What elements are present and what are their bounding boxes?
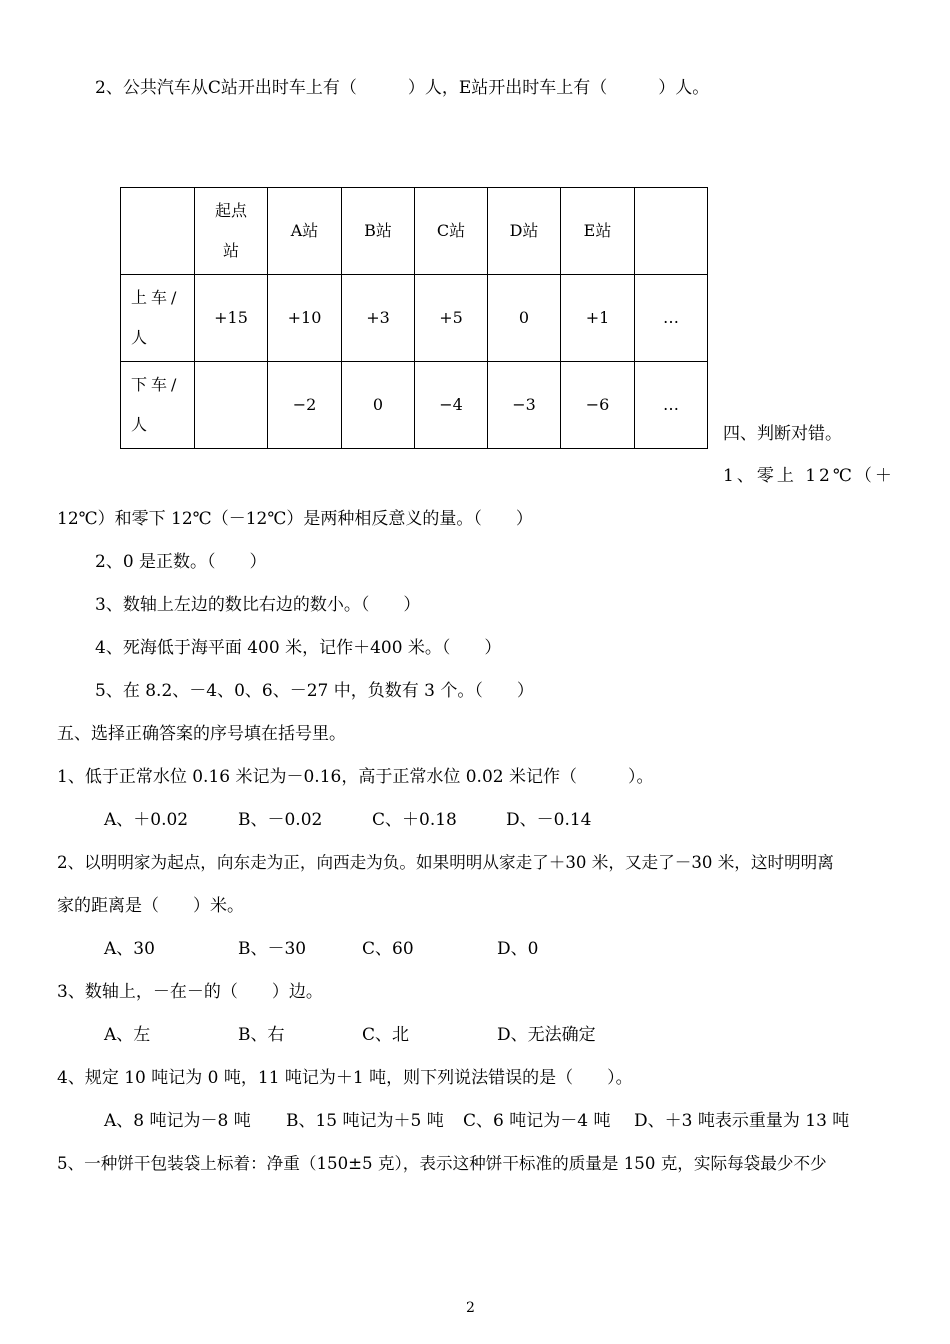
choice-4-option-a: A、8 吨记为－8 吨 [104,1111,251,1131]
table-cell: +10 [268,275,342,362]
choice-1-option-c: C、＋0.18 [372,810,457,830]
table-row [121,362,708,449]
choice-question-5: 5、一种饼干包装袋上标着：净重（150±5 克），表示这种饼干标准的质量是 150 克，实际每袋最少不少 [57,1154,827,1173]
table-header-cell: 起点站 [195,188,268,275]
choice-4-option-d: D、＋3 吨表示重量为 13 吨 [634,1111,850,1131]
choice-question-3: 3、数轴上，－在－的（ ）边。 [57,982,323,1002]
choice-question-4: 4、规定 10 吨记为 0 吨，11 吨记为＋1 吨，则下列说法错误的是（ ）。 [57,1068,633,1088]
choice-2-option-d: D、0 [497,939,539,959]
page-number: 2 [466,1300,475,1316]
judge-question-5: 5、在 8.2、－4、0、6、－27 中，负数有 3 个。（ ） [95,681,534,701]
choice-1-option-d: D、－0.14 [506,810,592,830]
table-cell: +15 [195,275,268,362]
table-header-cell [121,188,195,275]
judge-question-1-part1: 1、零上 12℃（＋ [723,466,895,486]
table-header-cell: D站 [488,188,561,275]
table-cell: −4 [415,362,488,449]
choice-2-option-c: C、60 [362,939,414,959]
choice-question-2-line2: 家的距离是（ ）米。 [57,896,244,916]
table-header-cell [635,188,708,275]
table-cell: +5 [415,275,488,362]
choice-3-option-d: D、无法确定 [497,1025,596,1045]
table-header-cell: E站 [561,188,635,275]
choice-1-option-a: A、＋0.02 [104,810,189,830]
table-header-cell: B站 [342,188,415,275]
choice-2-option-b: B、－30 [238,939,307,959]
table-cell: −6 [561,362,635,449]
table-header-row [121,188,708,275]
choice-2-option-a: A、30 [104,939,155,959]
choice-question-2-line1: 2、以明明家为起点，向东走为正，向西走为负。如果明明从家走了＋30 米，又走了－30 米，这时明明离 [57,853,834,872]
table-cell [195,362,268,449]
table-row-label: 上车/人 [121,275,195,362]
choice-4-option-c: C、6 吨记为－4 吨 [463,1111,611,1131]
bus-station-table [120,187,708,449]
judge-question-4: 4、死海低于海平面 400 米，记作＋400 米。（ ） [95,638,502,658]
table-cell: −3 [488,362,561,449]
table-header-cell: C站 [415,188,488,275]
table-cell: −2 [268,362,342,449]
choice-3-option-b: B、右 [238,1025,285,1045]
question-bus-passengers: 2、公共汽车从C站开出时车上有（ ）人，E站开出时车上有（ ）人。 [95,78,710,98]
table-header-cell: A站 [268,188,342,275]
table-cell: 0 [488,275,561,362]
judge-question-2: 2、0 是正数。（ ） [95,552,267,572]
table-cell: … [635,275,708,362]
section-5-title: 五、选择正确答案的序号填在括号里。 [57,724,346,744]
choice-3-option-c: C、北 [362,1025,410,1045]
table-cell: +3 [342,275,415,362]
choice-3-option-a: A、左 [104,1025,151,1045]
table-cell: 0 [342,362,415,449]
judge-question-3: 3、数轴上左边的数比右边的数小。（ ） [95,595,421,615]
choice-4-option-b: B、15 吨记为＋5 吨 [286,1111,444,1131]
table-row [121,275,708,362]
section-4-title: 四、判断对错。 [723,424,842,444]
table-cell: +1 [561,275,635,362]
table-cell: … [635,362,708,449]
choice-1-option-b: B、－0.02 [238,810,323,830]
judge-question-1-part2: 12℃）和零下 12℃（－12℃）是两种相反意义的量。（ ） [57,509,533,529]
table-row-label: 下车/人 [121,362,195,449]
choice-question-1: 1、低于正常水位 0.16 米记为－0.16，高于正常水位 0.02 米记作（ ）。 [57,767,654,787]
